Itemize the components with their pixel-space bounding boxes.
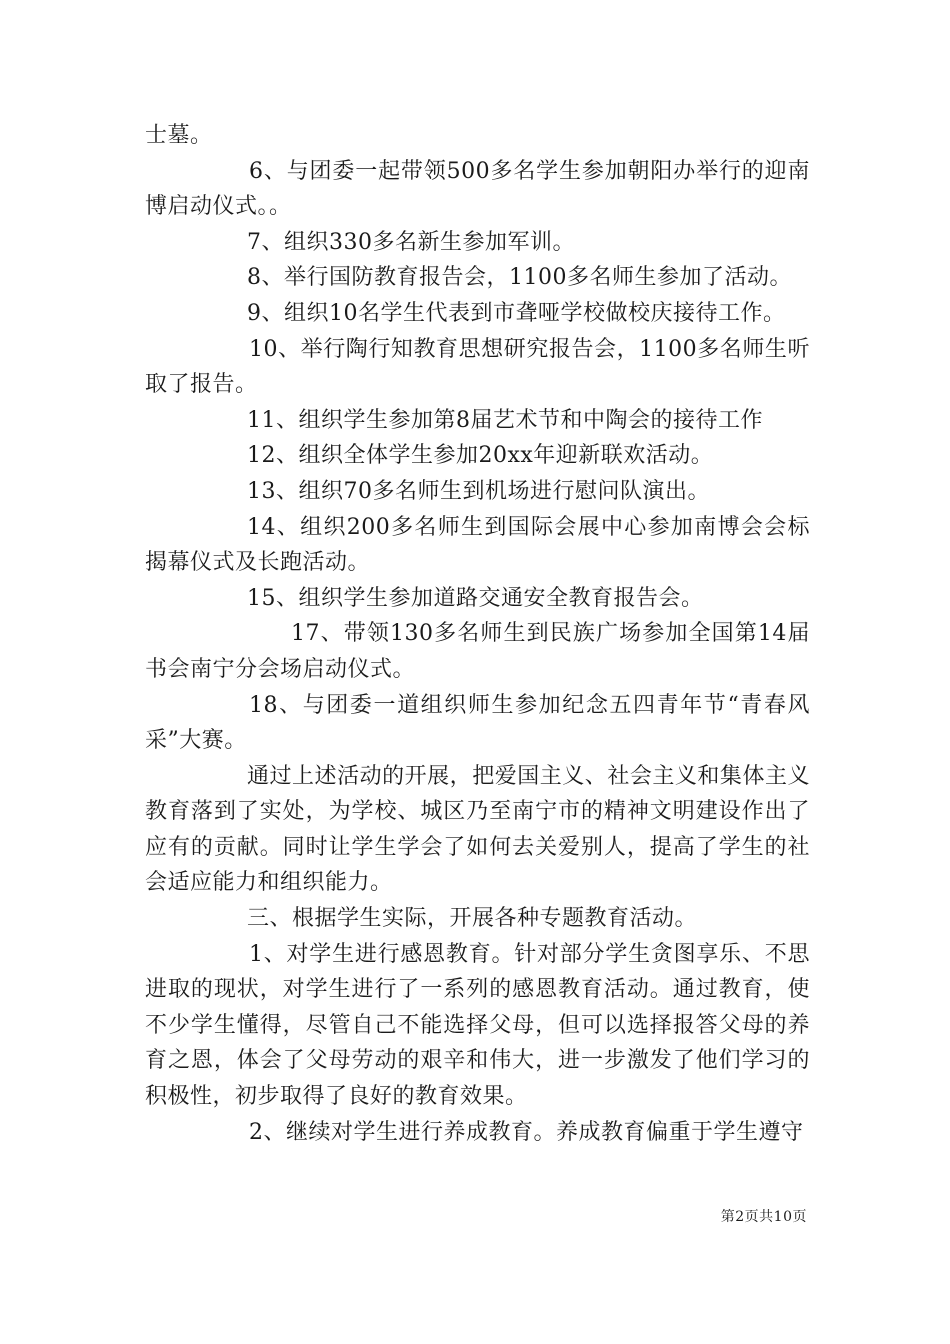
paragraph: 14、组织200多名师生到国际会展中心参加南博会会标揭幕仪式及长跑活动。: [145, 514, 810, 576]
paragraph: 12、组织全体学生参加20xx年迎新联欢活动。: [247, 443, 714, 469]
section-heading: 三、根据学生实际，开展各种专题教育活动。: [247, 906, 698, 932]
paragraph: 18、与团委一道组织师生参加纪念五四青年节“青春风采”大赛。: [145, 692, 810, 754]
paragraph: 10、举行陶行知教育思想研究报告会，1100多名师生听取了报告。: [145, 336, 810, 398]
paragraph: 2、继续对学生进行养成教育。养成教育偏重于学生遵守: [249, 1119, 804, 1145]
document-body: [145, 118, 810, 1150]
paragraph: 17、带领130多名师生到民族广场参加全国第14届书会南宁分会场启动仪式。: [145, 621, 810, 682]
paragraph: 通过上述活动的开展，把爱国主义、社会主义和集体主义教育落到了实处，为学校、城区乃至南宁市的精神文明建设作出了应有的贡献。同时让学生学会了如何去关爱别人，提高了学生的社会适应能力和组织能力。: [145, 763, 810, 896]
paragraph: 13、组织70多名师生到机场进行慰问队演出。: [247, 478, 710, 504]
paragraph: 8、举行国防教育报告会，1100多名师生参加了活动。: [247, 265, 792, 291]
paragraph: 15、组织学生参加道路交通安全教育报告会。: [247, 585, 704, 611]
paragraph: 9、组织10名学生代表到市聋哑学校做校庆接待工作。: [247, 300, 786, 326]
page-number-footer: 第2页共10页: [720, 1209, 807, 1225]
paragraph: 6、与团委一起带领500多名学生参加朝阳办举行的迎南博启动仪式。。: [145, 158, 810, 220]
paragraph: 1、对学生进行感恩教育。针对部分学生贪图享乐、不思进取的现状，对学生进行了一系列的感恩教育活动。通过教育，使不少学生懂得，尽管自己不能选择父母，但可以选择报答父母的养育之恩，体会了父母劳动的艰辛和伟大，进一步激发了他们学习的积极性，初步取得了良好的教育效果。: [145, 941, 810, 1110]
paragraph: 7、组织330多名新生参加军训。: [247, 229, 575, 255]
paragraph: 11、组织学生参加第8届艺术节和中陶会的接待工作: [247, 407, 763, 433]
paragraph: 士墓。: [145, 123, 213, 148]
